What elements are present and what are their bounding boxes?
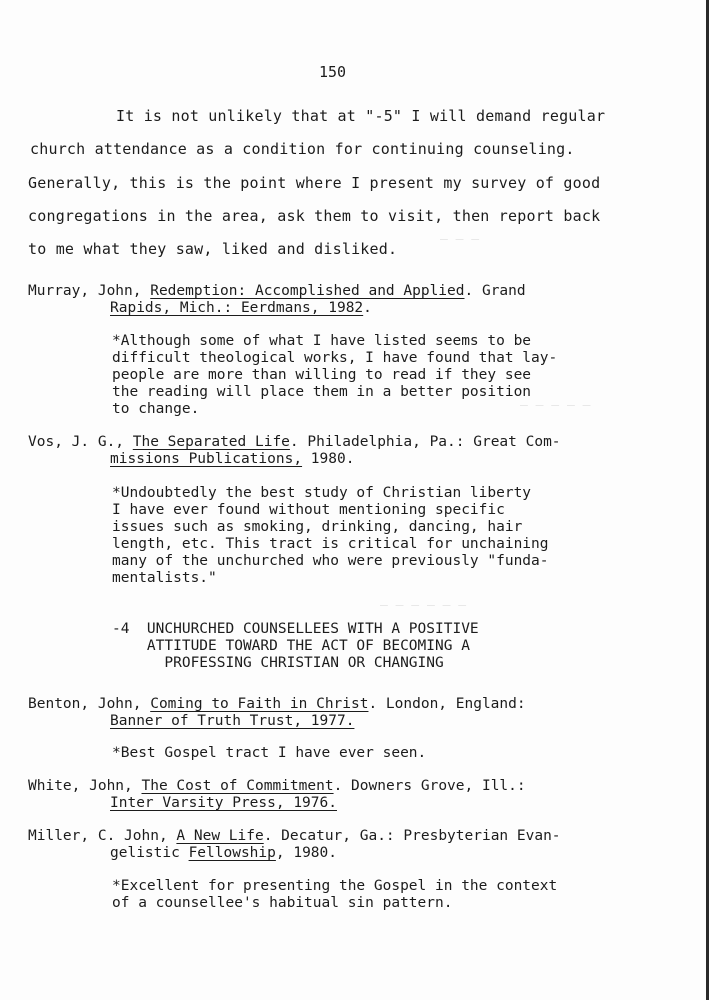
entry-annotation (112, 485, 652, 587)
bleed-through-mark: — — — — — — (380, 598, 467, 613)
entry-title: Redemption: Accomplished and Applied (150, 283, 465, 299)
heading-line: ATTITUDE TOWARD THE ACT OF BECOMING A (112, 638, 470, 654)
annotation-line: I have ever found without mentioning specific (112, 502, 505, 518)
entry-publication-end: 1980. (302, 451, 355, 467)
bibliography-entry (28, 828, 668, 862)
paragraph-line: It is not unlikely that at "-5" I will demand regular (116, 107, 606, 125)
paragraph-line: church attendance as a condition for continuing counseling. (30, 140, 575, 158)
entry-author: Benton, John, (28, 696, 151, 712)
annotation-line: the reading will place them in a better position (112, 384, 532, 400)
annotation-line: difficult theological works, I have found that lay- (112, 350, 558, 366)
annotation-line: *Best Gospel tract I have ever seen. (112, 745, 427, 761)
entry-publisher: Inter Varsity Press, 1976. (110, 795, 337, 811)
entry-author: White, John, (28, 778, 142, 794)
section-heading (112, 621, 572, 672)
bibliography-entry (28, 434, 668, 468)
annotation-line: mentalists." (112, 570, 217, 586)
entry-publication: . Decatur, Ga.: Presbyterian Evan- (263, 828, 561, 844)
entry-title: The Separated Life (132, 434, 290, 450)
bibliography-entry (28, 778, 668, 812)
paragraph-line: congregations in the area, ask them to visit, then report back (28, 207, 601, 225)
annotation-line: to change. (112, 401, 200, 417)
entry-author: Murray, John, (28, 283, 151, 299)
entry-publication-end: . (363, 300, 372, 316)
entry-publication: . Grand (464, 283, 526, 299)
bleed-through-mark: — — — (440, 232, 480, 247)
annotation-line: many of the unchurched who were previously "funda- (112, 553, 549, 569)
heading-line: -4 UNCHURCHED COUNSELLEES WITH A POSITIVE (112, 621, 479, 637)
entry-annotation (112, 878, 652, 912)
entry-publisher: Fellowship (188, 845, 276, 861)
entry-publisher: missions Publications, (110, 451, 303, 467)
entry-author: Miller, C. John, (28, 828, 177, 844)
paragraph-line: Generally, this is the point where I present my survey of good (28, 174, 601, 192)
entry-publication: . Philadelphia, Pa.: Great Com- (289, 434, 561, 450)
bibliography-entry (28, 696, 668, 730)
entry-publication-end: , 1980. (275, 845, 337, 861)
entry-author: Vos, J. G., (28, 434, 133, 450)
entry-publication: . Downers Grove, Ill.: (333, 778, 526, 794)
annotation-line: of a counsellee's habitual sin pattern. (112, 895, 453, 911)
heading-line: PROFESSING CHRISTIAN OR CHANGING (112, 655, 444, 671)
bibliography-entry (28, 283, 668, 317)
annotation-line: people are more than willing to read if they see (112, 367, 532, 383)
entry-title: A New Life (176, 828, 264, 844)
annotation-line: *Although some of what I have listed seems to be (112, 333, 532, 349)
entry-title: Coming to Faith in Christ (150, 696, 369, 712)
bleed-through-mark: — — — — — (520, 398, 591, 413)
annotation-line: *Excellent for presenting the Gospel in the context (112, 878, 558, 894)
entry-publication-start: gelistic (110, 845, 189, 861)
annotation-line: issues such as smoking, drinking, dancing, hair (112, 519, 523, 535)
entry-annotation (112, 333, 652, 418)
entry-publisher: Rapids, Mich.: Eerdmans, 1982 (110, 300, 364, 316)
entry-publication: . London, England: (368, 696, 526, 712)
annotation-line: length, etc. This tract is critical for unchaining (112, 536, 549, 552)
entry-title: The Cost of Commitment (141, 778, 334, 794)
entry-publisher: Banner of Truth Trust, 1977. (110, 713, 355, 729)
paragraph-line: to me what they saw, liked and disliked. (28, 240, 398, 258)
entry-annotation (112, 745, 652, 762)
annotation-line: *Undoubtedly the best study of Christian liberty (112, 485, 532, 501)
page-number: 150 (319, 63, 347, 81)
